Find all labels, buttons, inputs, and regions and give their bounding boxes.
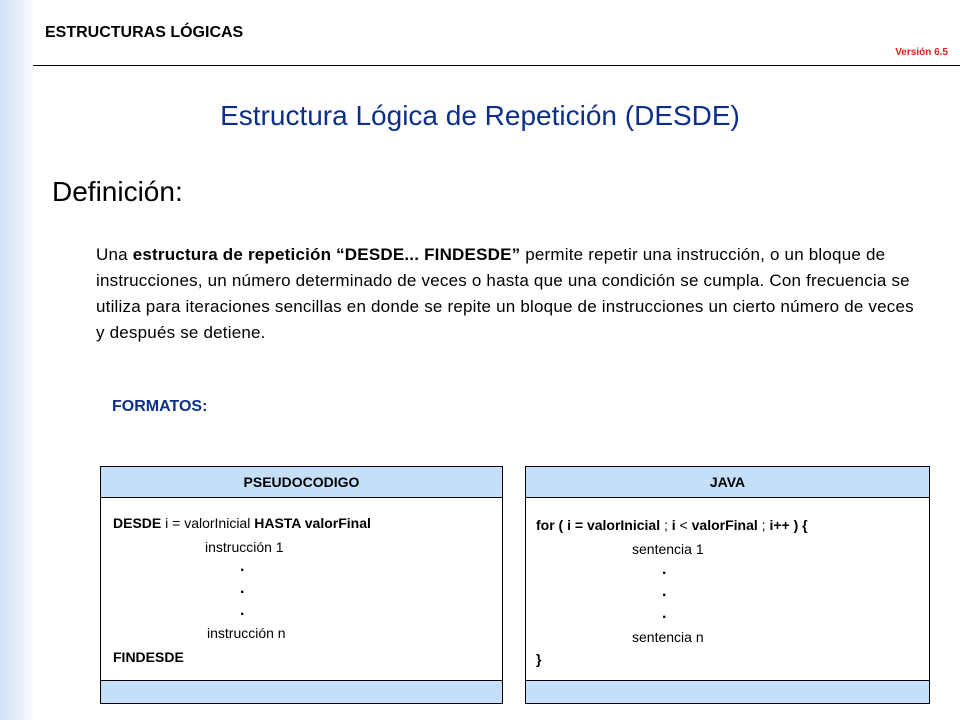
java-for-line: [536, 517, 808, 533]
pseudocode-desde-line: [113, 515, 371, 531]
pseudocode-box: [100, 466, 503, 704]
pseudocode-ellipsis-dot: .: [240, 580, 245, 597]
pseudocode-box-footer: [101, 680, 502, 703]
definition-paragraph: [96, 242, 926, 346]
formats-label: FORMATOS:: [112, 398, 208, 415]
definition-rest: permite repetir una instrucción, o un bloque de instrucciones, un número determinado de veces o hasta que una condición se cumpla. Con frecuencia se utiliza para iteraciones sencillas en donde se repite un bloque de instrucciones un cierto número de veces y después se detiene.: [96, 245, 914, 342]
java-cond-operator: <: [679, 517, 688, 533]
java-closing-brace: }: [536, 651, 542, 667]
keyword-hasta: HASTA valorFinal: [254, 515, 371, 531]
pseudocode-box-header: PSEUDOCODIGO: [101, 467, 502, 498]
pseudocode-instruction-n: instrucción n: [207, 625, 286, 641]
java-box-footer: [526, 680, 929, 703]
pseudocode-ellipsis-dot: .: [240, 558, 245, 575]
version-label: Versión 6.5: [895, 47, 948, 58]
header-divider: [33, 65, 960, 66]
java-ellipsis-dot: .: [662, 561, 667, 578]
java-statement-n: sentencia n: [632, 629, 704, 645]
java-box-header: JAVA: [526, 467, 929, 498]
assignment-text: i = valorInicial: [165, 515, 251, 531]
keyword-findesde: FINDESDE: [113, 649, 184, 665]
java-ellipsis-dot: .: [662, 605, 667, 622]
page-title: Estructura Lógica de Repetición (DESDE): [220, 100, 740, 131]
pseudocode-ellipsis-dot: .: [240, 602, 245, 619]
definition-bold-term: estructura de repetición “DESDE... FINDESDE”: [132, 245, 521, 264]
java-box: [525, 466, 930, 704]
pseudocode-instruction-1: instrucción 1: [205, 539, 284, 555]
java-cond-var: i: [671, 517, 676, 533]
definition-heading: Definición:: [52, 176, 183, 207]
java-for-open: for ( i = valorInicial: [536, 517, 661, 533]
java-cond-value: valorFinal: [691, 517, 758, 533]
java-separator: ;: [663, 517, 668, 533]
definition-intro: Una: [96, 245, 133, 264]
section-title: ESTRUCTURAS LÓGICAS: [45, 24, 244, 41]
java-separator: ;: [761, 517, 766, 533]
java-statement-1: sentencia 1: [632, 541, 704, 557]
java-increment: i++ ) {: [769, 517, 808, 533]
keyword-desde: DESDE: [113, 515, 162, 531]
java-ellipsis-dot: .: [662, 583, 667, 600]
